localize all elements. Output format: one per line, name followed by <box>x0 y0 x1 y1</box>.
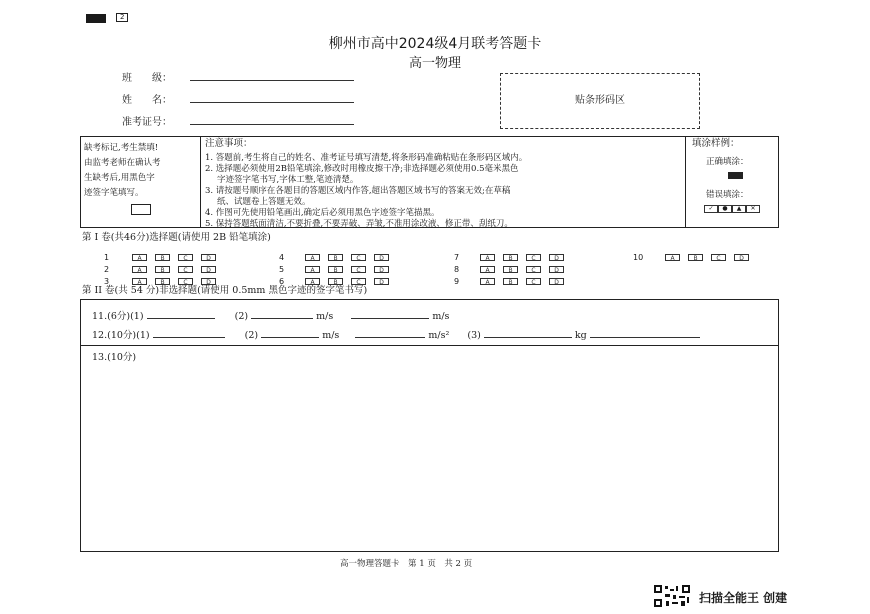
page-title: 柳州市高中2024级4月联考答题卡 <box>328 36 542 52</box>
mc-group-3 <box>454 245 572 286</box>
absent-text-2: 由监考老师在确认考 <box>84 158 161 168</box>
option-b[interactable]: B <box>328 254 343 261</box>
q11-unit-1: m/s <box>316 311 334 322</box>
qr-code-icon <box>653 584 691 608</box>
class-label: 班 级： <box>122 73 172 84</box>
q12-unit-3: kg <box>574 330 587 341</box>
q-number: 9 <box>454 277 460 286</box>
option-c[interactable]: C <box>351 266 366 273</box>
q-number: 2 <box>104 265 110 274</box>
notice-item-5: 纸、试题卷上答题无效。 <box>217 197 311 207</box>
q12-answer-5[interactable] <box>590 328 700 338</box>
absent-text-4: 迹签字笔填写。 <box>84 188 144 198</box>
q-number: 1 <box>104 253 110 262</box>
option-b[interactable]: B <box>328 266 343 273</box>
q11-unit-2: m/s <box>432 311 450 322</box>
class-field[interactable] <box>190 80 354 81</box>
barcode-label: 贴条形码区 <box>575 95 625 106</box>
option-a[interactable]: A <box>132 266 147 273</box>
q12-answer-4[interactable] <box>484 328 572 338</box>
scanner-watermark: 扫描全能王 创建 <box>699 591 788 605</box>
absent-text-3: 生缺考后,用黑色字 <box>84 173 155 183</box>
option-c[interactable]: C <box>526 254 541 261</box>
q-number: 7 <box>454 253 460 262</box>
sample-wrong-marks: ✓ ● ▲ ✕ <box>704 205 760 213</box>
option-a[interactable]: A <box>132 254 147 261</box>
q13-answer-area[interactable] <box>80 345 779 552</box>
mc-group-1 <box>104 245 224 286</box>
q11-answer-3[interactable] <box>351 309 429 319</box>
option-b[interactable]: B <box>155 278 170 285</box>
section2-title: 第 II 卷(共 54 分)非选择题(请使用 0.5mm 黑色字迹的签字笔书写) <box>82 285 368 296</box>
q11-row <box>92 309 449 322</box>
exam-id-label: 准考证号： <box>122 117 172 128</box>
option-d[interactable]: D <box>549 254 564 261</box>
sample-wrong-label: 错误填涂： <box>706 190 749 200</box>
q12-part2-label: (2) <box>244 330 259 341</box>
q12-answer-2[interactable] <box>261 328 319 338</box>
option-d[interactable]: D <box>549 278 564 285</box>
option-c[interactable]: C <box>526 278 541 285</box>
q11-part2-label: (2) <box>234 311 249 322</box>
q-number: 5 <box>279 265 285 274</box>
q-number: 4 <box>279 253 285 262</box>
q12-answer-3[interactable] <box>355 328 425 338</box>
page-marker-bar <box>86 14 106 23</box>
q-number: 10 <box>633 253 644 262</box>
q-number: 6 <box>279 277 285 286</box>
absent-mark-box[interactable] <box>131 204 151 215</box>
notice-item-1: 1. 答题前,考生将自己的姓名、准考证号填写清楚,将条形码准确粘贴在条形码区域内。 <box>205 153 528 163</box>
q12-unit-2: m/s² <box>428 330 450 341</box>
q-number: 8 <box>454 265 460 274</box>
option-d[interactable]: D <box>734 254 749 261</box>
name-label: 姓 名： <box>122 95 172 106</box>
section1-title: 第 I 卷(共46分)选择题(请使用 2B 铅笔填涂) <box>82 232 271 243</box>
mc-group-4 <box>633 245 757 262</box>
option-b[interactable]: B <box>155 254 170 261</box>
sample-correct-label: 正确填涂： <box>706 157 749 167</box>
option-a[interactable]: A <box>480 278 495 285</box>
q-number: 3 <box>104 277 110 286</box>
option-a[interactable]: A <box>305 278 320 285</box>
sample-title: 填涂样例： <box>692 138 740 149</box>
page-marker: 2 <box>116 13 128 22</box>
notice-item-3: 字迹签字笔书写,字体工整,笔迹清楚。 <box>217 175 359 185</box>
option-a[interactable]: A <box>480 266 495 273</box>
absent-text-1: 缺考标记,考生禁填! <box>84 143 159 153</box>
q12-part3-label: (3) <box>467 330 481 341</box>
option-c[interactable]: C <box>178 254 193 261</box>
option-b[interactable]: B <box>328 278 343 285</box>
sample-correct-mark <box>728 172 743 179</box>
q13-label: 13.(10分) <box>92 352 137 363</box>
q11-label: 11.(6分)(1) <box>92 311 144 322</box>
option-b[interactable]: B <box>503 266 518 273</box>
option-a[interactable]: A <box>305 254 320 261</box>
option-d[interactable]: D <box>374 254 389 261</box>
q12-row <box>92 328 700 341</box>
option-d[interactable]: D <box>374 278 389 285</box>
option-c[interactable]: C <box>351 254 366 261</box>
option-a[interactable]: A <box>132 278 147 285</box>
option-b[interactable]: B <box>155 266 170 273</box>
option-d[interactable]: D <box>201 254 216 261</box>
option-d[interactable]: D <box>201 266 216 273</box>
q11-answer-2[interactable] <box>251 309 313 319</box>
q12-answer-1[interactable] <box>153 328 225 338</box>
option-a[interactable]: A <box>480 254 495 261</box>
q11-answer-1[interactable] <box>147 309 215 319</box>
option-c[interactable]: C <box>711 254 726 261</box>
subject-title: 高一物理 <box>408 56 461 71</box>
sample-box <box>685 136 779 228</box>
exam-id-field[interactable] <box>190 124 354 125</box>
q12-label: 12.(10分)(1) <box>92 330 150 341</box>
notice-item-2: 2. 选择题必须使用2B铅笔填涂,修改时用橡皮擦干净;非选择题必须使用0.5毫米黑色 <box>205 164 519 174</box>
option-b[interactable]: B <box>503 254 518 261</box>
option-d[interactable]: D <box>201 278 216 285</box>
option-b[interactable]: B <box>688 254 703 261</box>
option-c[interactable]: C <box>526 266 541 273</box>
notice-item-4: 3. 请按题号顺序在各题目的答题区域内作答,超出答题区域书写的答案无效;在草稿 <box>205 186 511 196</box>
option-b[interactable]: B <box>503 278 518 285</box>
option-c[interactable]: C <box>178 278 193 285</box>
footer-page-info: 高一物理答题卡 第 1 页 共 2 页 <box>340 559 473 569</box>
q12-unit-1: m/s <box>322 330 340 341</box>
notice-item-7: 5. 保持答题纸面清洁,不要折叠,不要弄破、弄皱,不准用涂改液、修正带、刮纸刀。 <box>205 219 513 229</box>
notice-title: 注意事项： <box>205 138 253 149</box>
notice-item-6: 4. 作图可先使用铅笔画出,确定后必须用黑色字迹签字笔描黑。 <box>205 208 440 218</box>
option-d[interactable]: D <box>374 266 389 273</box>
name-field[interactable] <box>190 102 354 103</box>
option-c[interactable]: C <box>178 266 193 273</box>
option-a[interactable]: A <box>305 266 320 273</box>
option-d[interactable]: D <box>549 266 564 273</box>
option-c[interactable]: C <box>351 278 366 285</box>
mc-group-2 <box>279 245 397 286</box>
option-a[interactable]: A <box>665 254 680 261</box>
